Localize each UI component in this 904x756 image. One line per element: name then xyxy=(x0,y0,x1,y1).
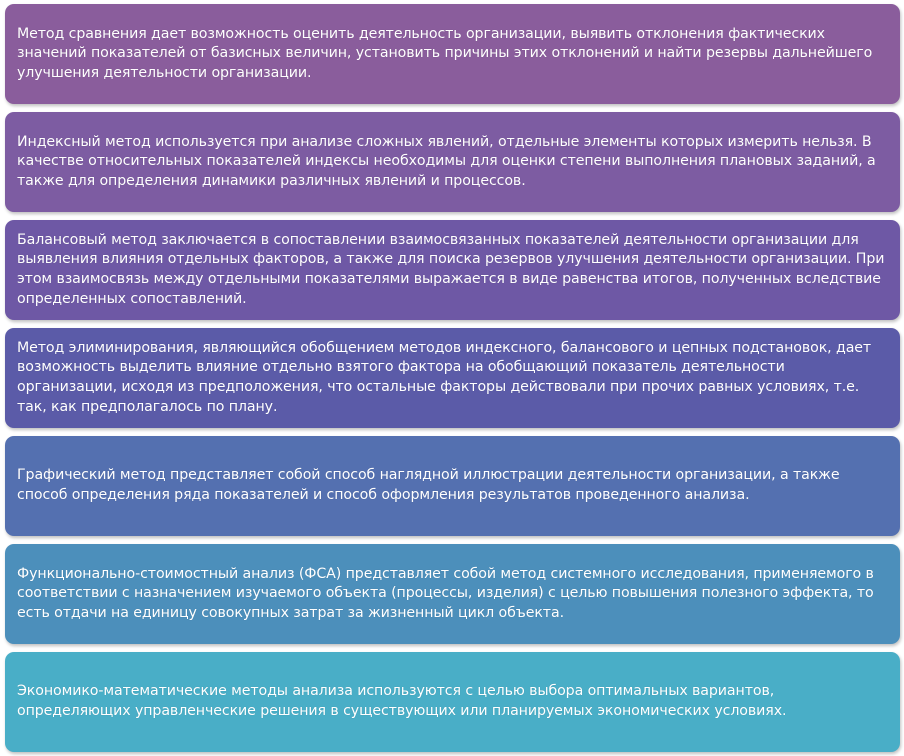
method-block-index xyxy=(5,112,900,212)
method-block-econ-math xyxy=(5,652,900,752)
method-text-econ-math: Экономико-математические методы анализа используются с целью выбора оптимальных вариантов, определяющих управленческие решения в существующих или планируемых экономических условиях. xyxy=(17,683,787,719)
method-block-fsa xyxy=(5,544,900,644)
method-block-elimination xyxy=(5,328,900,428)
method-text-balance: Балансовый метод заключается в сопоставлении взаимосвязанных показателей деятельности организации для выявления влияния отдельных факторов, а также для поиска резервов улучшения деятельности организации. При этом взаимосвязь между отдельными показателями выражается в виде равенства итогов, полученных вследствие определенных сопоставлений. xyxy=(17,231,885,307)
method-block-graphic xyxy=(5,436,900,536)
method-block-comparison xyxy=(5,4,900,104)
method-text-graphic: Графический метод представляет собой способ наглядной иллюстрации деятельности организации, а также способ определения ряда показателей и способ оформления результатов проведенного анализа. xyxy=(17,467,840,503)
method-text-comparison: Метод сравнения дает возможность оценить деятельность организации, выявить отклонения фактических значений показателей от базисных величин, установить причины этих отклонений и найти резервы дальнейшего улучшения деятельности организации. xyxy=(17,25,873,81)
method-text-fsa: Функционально-стоимостный анализ (ФСА) представляет собой метод системного исследования, применяемого в соответствии с назначением изучаемого объекта (процессы, изделия) с целью повышения полезного эффекта, то есть отдачи на единицу совокупных затрат за жизненный цикл объекта. xyxy=(17,565,874,621)
methods-list xyxy=(5,4,900,752)
method-text-index: Индексный метод используется при анализе сложных явлений, отдельные элементы которых измерить нельзя. В качестве относительных показателей индексы необходимы для оценки степени выполнения плановых заданий, а также для определения динамики различных явлений и процессов. xyxy=(17,133,876,189)
method-block-balance xyxy=(5,220,900,320)
method-text-elimination: Метод элиминирования, являющийся обобщением методов индексного, балансового и цепных подстановок, дает возможность выделить влияние отдельно взятого фактора на обобщающий показатель деятельности организации, исходя из предположения, что остальные факторы действовали при прочих равных условиях, т.е. так, как предполагалось по плану. xyxy=(17,339,872,415)
